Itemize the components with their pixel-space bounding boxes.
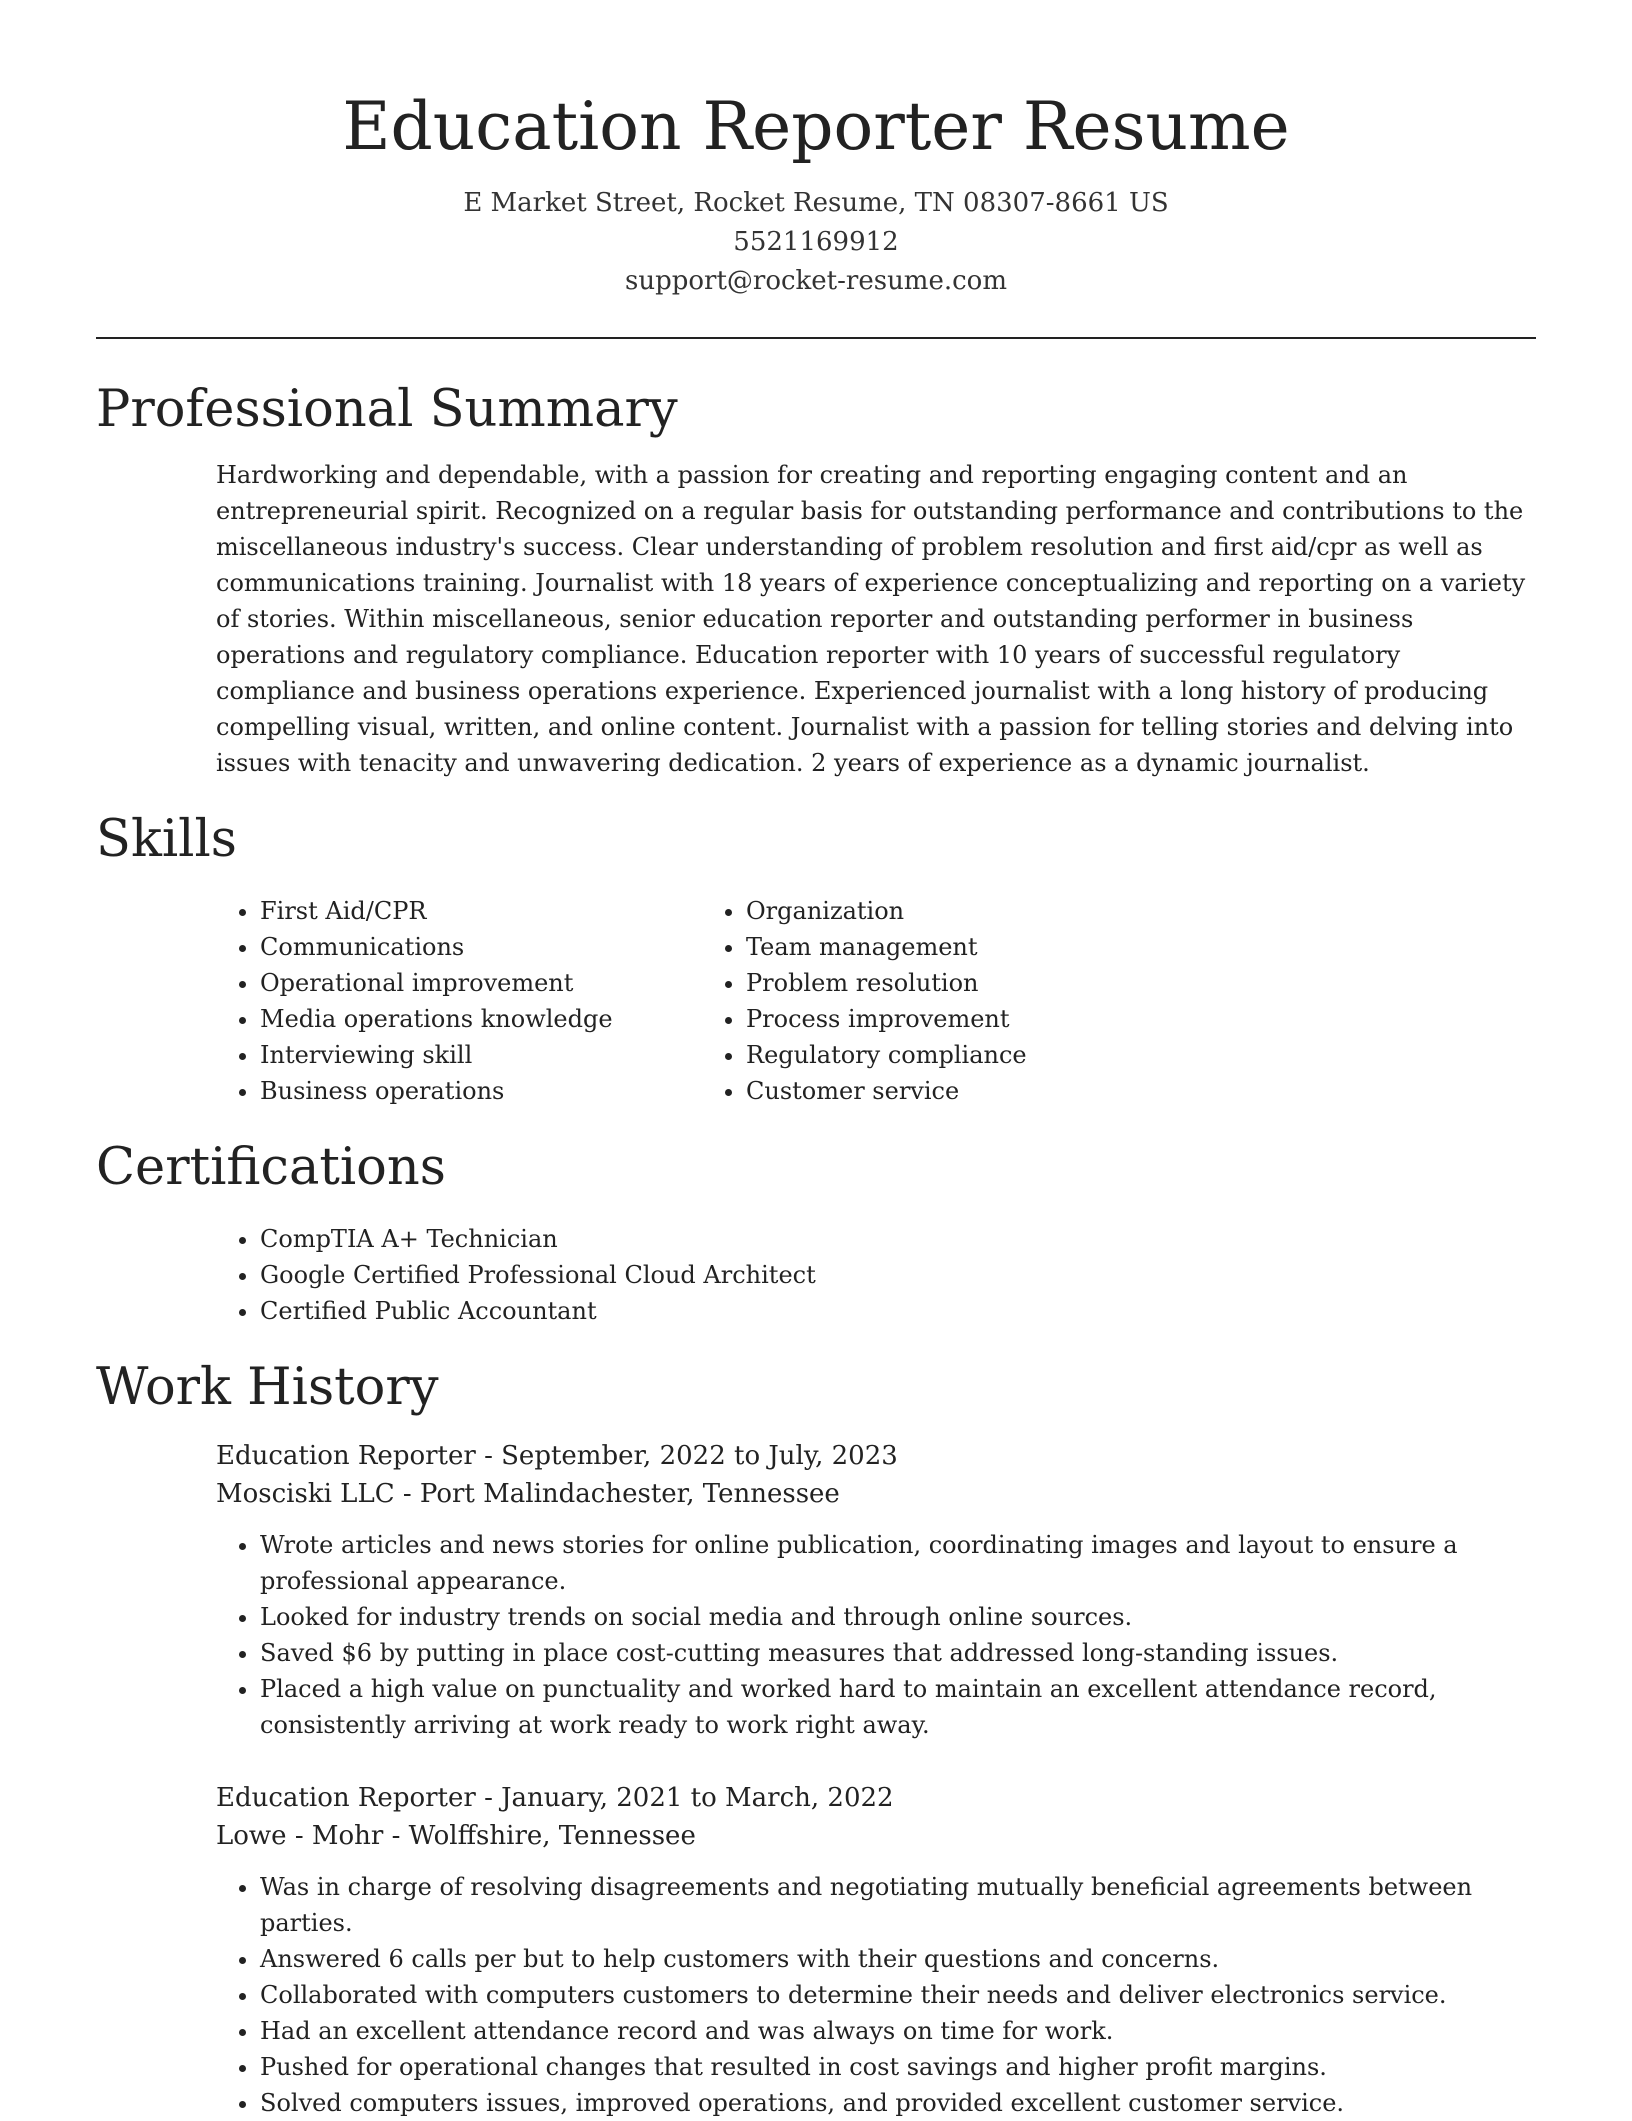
skill-item: • Interviewing skill bbox=[260, 1037, 746, 1073]
job-bullet: • Saved $6 by putting in place cost-cutting measures that addressed long-standing issues. bbox=[260, 1635, 1480, 1671]
skills-list-right bbox=[746, 893, 1232, 1109]
summary-text: Hardworking and dependable, with a passion for creating and reporting engaging content and an entrepreneurial spirit. Recognized on a regular basis for outstanding performance and contributions to the miscellaneous industry's success. Clear understanding of problem resolution and first aid/cpr as well as communications training. Journalist with 18 years of experience conceptualizing and reporting on a variety of stories. Within miscellaneous, senior education reporter and outstanding performer in business operations and regulatory compliance. Education reporter with 10 years of successful regulatory compliance and business operations experience. Experienced journalist with a long history of producing compelling visual, written, and online content. Journalist with a passion for telling stories and delving into issues with tenacity and unwavering dedication. 2 years of experience as a dynamic journalist. bbox=[216, 461, 1526, 777]
skills-grid bbox=[96, 893, 1536, 1109]
job-company-location: Mosciski LLC - Port Malindachester, Tennessee bbox=[216, 1479, 840, 1509]
job-bullets bbox=[216, 1527, 1480, 1743]
resume-header bbox=[96, 0, 1536, 301]
email: support@rocket-resume.com bbox=[624, 266, 1007, 296]
work-history-heading: Work History bbox=[96, 1358, 439, 1417]
resume-title: Education Reporter Resume bbox=[342, 88, 1290, 165]
job-bullet: • Collaborated with computers customers to determine their needs and deliver electronics service. bbox=[260, 1977, 1480, 2013]
skill-item: • Media operations knowledge bbox=[260, 1001, 746, 1037]
job-bullet: • Looked for industry trends on social media and through online sources. bbox=[260, 1599, 1480, 1635]
job-entry bbox=[216, 1779, 1536, 2121]
skill-item: • Problem resolution bbox=[746, 965, 1232, 1001]
address: E Market Street, Rocket Resume, TN 08307-8661 US bbox=[463, 188, 1169, 218]
phone: 5521169912 bbox=[733, 227, 899, 257]
skill-item: • Process improvement bbox=[746, 1001, 1232, 1037]
skill-item: • Customer service bbox=[746, 1073, 1232, 1109]
job-title-dates: Education Reporter - September, 2022 to July, 2023 bbox=[216, 1441, 898, 1471]
job-bullet: • Placed a high value on punctuality and worked hard to maintain an excellent attendance record, consistently arriving at work ready to work right away. bbox=[260, 1671, 1480, 1743]
summary-heading: Professional Summary bbox=[96, 380, 678, 439]
job-bullet: • Was in charge of resolving disagreements and negotiating mutually beneficial agreements between parties. bbox=[260, 1869, 1480, 1941]
skill-item: • Organization bbox=[746, 893, 1232, 929]
skill-item: • Business operations bbox=[260, 1073, 746, 1109]
job-title-dates: Education Reporter - January, 2021 to March, 2022 bbox=[216, 1783, 894, 1813]
job-bullet: • Had an excellent attendance record and was always on time for work. bbox=[260, 2013, 1480, 2049]
job-bullets bbox=[216, 1869, 1480, 2121]
job-bullet: • Solved computers issues, improved operations, and provided excellent customer service. bbox=[260, 2085, 1480, 2121]
skills-heading: Skills bbox=[96, 810, 237, 869]
job-company-location: Lowe - Mohr - Wolffshire, Tennessee bbox=[216, 1821, 696, 1851]
job-bullet: • Pushed for operational changes that resulted in cost savings and higher profit margins. bbox=[260, 2049, 1480, 2085]
skills-list-left bbox=[96, 893, 746, 1109]
job-bullet: • Wrote articles and news stories for online publication, coordinating images and layout to ensure a professional appearance. bbox=[260, 1527, 1480, 1599]
skill-item: • Operational improvement bbox=[260, 965, 746, 1001]
certifications-list bbox=[96, 1221, 1536, 1329]
certification-item: • Certified Public Accountant bbox=[260, 1293, 1536, 1329]
certifications-heading: Certifications bbox=[96, 1138, 446, 1197]
skill-item: • Communications bbox=[260, 929, 746, 965]
skill-item: • Team management bbox=[746, 929, 1232, 965]
job-bullet: • Answered 6 calls per but to help customers with their questions and concerns. bbox=[260, 1941, 1480, 1977]
skill-item: • First Aid/CPR bbox=[260, 893, 746, 929]
certification-item: • CompTIA A+ Technician bbox=[260, 1221, 1536, 1257]
header-divider bbox=[96, 337, 1536, 339]
skill-item: • Regulatory compliance bbox=[746, 1037, 1232, 1073]
certification-item: • Google Certified Professional Cloud Architect bbox=[260, 1257, 1536, 1293]
resume-page bbox=[96, 0, 1536, 2121]
job-entry bbox=[216, 1437, 1536, 1743]
